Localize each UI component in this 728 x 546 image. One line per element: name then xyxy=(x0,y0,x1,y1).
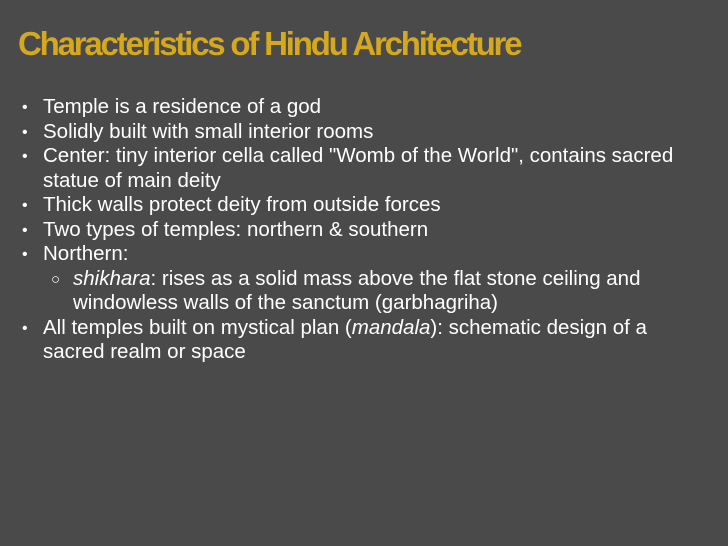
bullet-text: Thick walls protect deity from outside forces xyxy=(43,193,441,216)
bullet-text: Northern: xyxy=(43,242,129,265)
bullet-item xyxy=(20,120,710,145)
bullet-item xyxy=(20,193,710,218)
sub-bullet-text: : rises as a solid mass above the flat stone ceiling and windowless walls of the sanctum (garbhagriha) xyxy=(73,266,641,314)
bullet-icon: • xyxy=(22,221,28,239)
bullet-icon: • xyxy=(22,319,28,337)
bullet-item xyxy=(20,218,710,243)
mandala-term: mandala xyxy=(351,315,431,339)
bullet-text: Center: tiny interior cella called "Womb of the World", contains sacred statue of main deity xyxy=(43,144,674,192)
bullet-item xyxy=(20,144,710,193)
bullet-text: Solidly built with small interior rooms xyxy=(43,119,374,143)
bullet-icon: • xyxy=(22,99,28,116)
bullet-item xyxy=(20,95,710,120)
sub-bullet-item xyxy=(43,267,710,316)
bullet-icon: • xyxy=(22,123,28,141)
bullet-item xyxy=(20,316,710,365)
sub-bullet-list xyxy=(43,267,710,316)
sub-bullet-icon: ○ xyxy=(51,270,61,288)
bullet-icon: • xyxy=(22,148,28,165)
bullet-text-after: ): schematic design of a sacred realm or space xyxy=(43,315,647,363)
shikhara-term: shikhara xyxy=(73,266,151,290)
bullet-item xyxy=(20,242,710,316)
bullet-icon: • xyxy=(22,197,28,214)
bullet-icon: • xyxy=(22,246,28,263)
bullet-text: Temple is a residence of a god xyxy=(43,95,322,118)
bullet-list xyxy=(20,95,710,365)
bullet-text-before: All temples built on mystical plan ( xyxy=(43,315,352,339)
slide-title: Characteristics of Hindu Architecture xyxy=(18,25,521,62)
bullet-text: Two types of temples: northern & southern xyxy=(43,217,429,241)
